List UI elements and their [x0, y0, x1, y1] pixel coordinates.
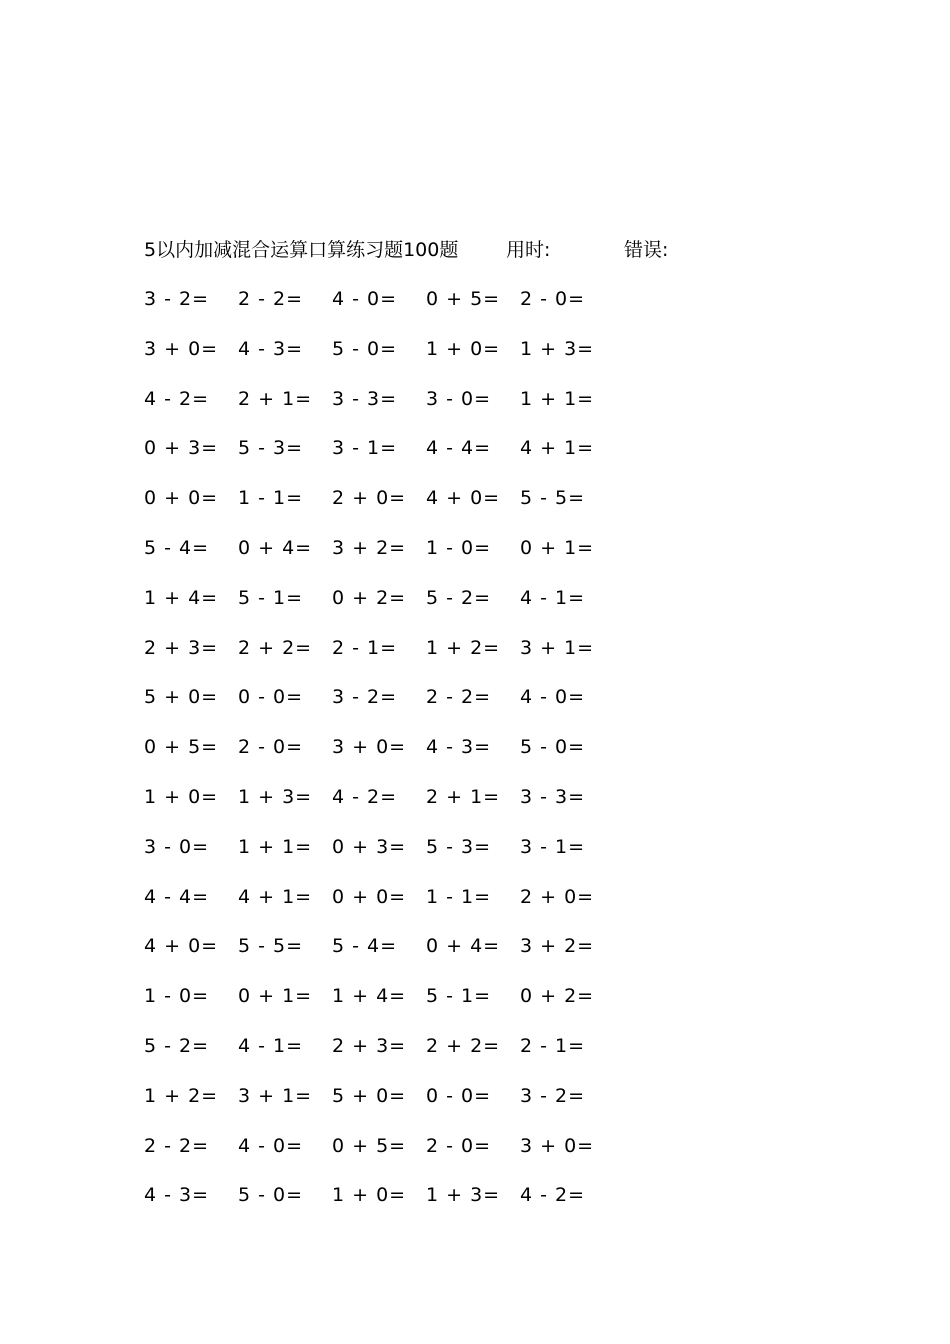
- math-problem: 4 - 2=: [332, 785, 398, 808]
- math-problem: 4 - 0=: [238, 1134, 304, 1157]
- math-problem: 3 + 1=: [238, 1084, 313, 1107]
- problem-row: [144, 285, 624, 335]
- problem-row: [144, 783, 624, 833]
- math-problem: 0 + 3=: [144, 437, 219, 460]
- math-problem: 5 - 0=: [520, 736, 586, 759]
- math-problem: 3 + 2=: [520, 935, 595, 958]
- problem-row: [144, 385, 624, 435]
- math-problem: 0 + 4=: [426, 935, 501, 958]
- math-problem: 3 - 2=: [520, 1084, 586, 1107]
- math-problem: 5 - 4=: [144, 536, 210, 559]
- math-problem: 4 - 3=: [144, 1184, 210, 1207]
- math-problem: 5 - 4=: [332, 935, 398, 958]
- math-problem: 4 - 4=: [144, 885, 210, 908]
- math-problem: 1 + 0=: [332, 1184, 407, 1207]
- math-problem: 2 + 1=: [426, 785, 501, 808]
- math-problem: 5 - 3=: [238, 437, 304, 460]
- math-problem: 5 + 0=: [332, 1084, 407, 1107]
- math-problem: 2 + 0=: [520, 885, 595, 908]
- math-problem: 0 + 1=: [520, 536, 595, 559]
- math-problem: 1 + 2=: [426, 636, 501, 659]
- math-problem: 1 + 1=: [520, 387, 595, 410]
- math-problem: 3 - 2=: [332, 686, 398, 709]
- math-problem: 4 + 0=: [144, 935, 219, 958]
- math-problem: 5 + 0=: [144, 686, 219, 709]
- math-problem: 0 - 0=: [426, 1084, 492, 1107]
- math-problem: 4 - 4=: [426, 437, 492, 460]
- math-problem: 0 + 5=: [332, 1134, 407, 1157]
- math-problem: 2 + 0=: [332, 487, 407, 510]
- math-problem: 1 + 3=: [520, 337, 595, 360]
- problem-row: [144, 733, 624, 783]
- math-problem: 2 - 2=: [426, 686, 492, 709]
- problem-row: [144, 584, 624, 634]
- math-problem: 0 + 3=: [332, 835, 407, 858]
- math-problem: 4 - 1=: [238, 1034, 304, 1057]
- math-problem: 5 - 1=: [426, 985, 492, 1008]
- math-problem: 1 + 3=: [426, 1184, 501, 1207]
- math-problem: 5 - 2=: [144, 1034, 210, 1057]
- math-problem: 5 - 5=: [238, 935, 304, 958]
- math-problem: 1 - 1=: [426, 885, 492, 908]
- math-problem: 1 - 0=: [426, 536, 492, 559]
- math-problem: 2 - 2=: [144, 1134, 210, 1157]
- math-problem: 2 - 2=: [238, 288, 304, 310]
- problem-row: [144, 1181, 624, 1231]
- math-problem: 4 + 1=: [520, 437, 595, 460]
- math-problem: 5 - 1=: [238, 586, 304, 609]
- problem-row: [144, 484, 624, 534]
- problem-row: [144, 634, 624, 684]
- math-problem: 1 + 2=: [144, 1084, 219, 1107]
- math-problem: 4 - 0=: [332, 288, 398, 310]
- math-problem: 2 - 0=: [426, 1134, 492, 1157]
- math-problem: 3 + 2=: [332, 536, 407, 559]
- math-problem: 5 - 3=: [426, 835, 492, 858]
- problem-row: [144, 1132, 624, 1182]
- math-problem: 3 - 0=: [426, 387, 492, 410]
- math-problem: 2 + 2=: [426, 1034, 501, 1057]
- math-problem: 4 - 3=: [426, 736, 492, 759]
- math-problem: 5 - 0=: [238, 1184, 304, 1207]
- math-problem: 0 + 5=: [426, 288, 501, 310]
- problem-row: [144, 833, 624, 883]
- math-problem: 0 + 4=: [238, 536, 313, 559]
- math-problem: 1 + 4=: [332, 985, 407, 1008]
- math-problem: 0 - 0=: [238, 686, 304, 709]
- math-problem: 1 + 4=: [144, 586, 219, 609]
- math-problem: 0 + 5=: [144, 736, 219, 759]
- math-problem: 4 - 3=: [238, 337, 304, 360]
- math-problem: 0 + 2=: [332, 586, 407, 609]
- math-problem: 3 - 1=: [520, 835, 586, 858]
- problem-row: [144, 683, 624, 733]
- math-problem: 3 - 3=: [332, 387, 398, 410]
- problem-row: [144, 982, 624, 1032]
- math-problem: 0 + 1=: [238, 985, 313, 1008]
- math-problem: 4 + 0=: [426, 487, 501, 510]
- math-problem: 4 - 0=: [520, 686, 586, 709]
- math-problem: 2 + 3=: [144, 636, 219, 659]
- math-problem: 1 + 0=: [144, 785, 219, 808]
- math-problem: 4 - 1=: [520, 586, 586, 609]
- problem-row: [144, 434, 624, 484]
- math-problem: 3 - 1=: [332, 437, 398, 460]
- problem-grid: [144, 285, 624, 1231]
- math-problem: 2 + 1=: [238, 387, 313, 410]
- problem-row: [144, 1082, 624, 1132]
- math-problem: 0 + 0=: [332, 885, 407, 908]
- math-problem: 1 - 1=: [238, 487, 304, 510]
- math-problem: 4 + 1=: [238, 885, 313, 908]
- problem-row: [144, 335, 624, 385]
- math-problem: 2 + 3=: [332, 1034, 407, 1057]
- math-problem: 0 + 2=: [520, 985, 595, 1008]
- worksheet-title: 5以内加减混合运算口算练习题100题: [144, 239, 459, 261]
- math-problem: 3 + 1=: [520, 636, 595, 659]
- math-problem: 1 + 1=: [238, 835, 313, 858]
- time-label: 用时:: [506, 239, 551, 261]
- math-problem: 5 - 2=: [426, 586, 492, 609]
- math-problem: 3 - 3=: [520, 785, 586, 808]
- problem-row: [144, 883, 624, 933]
- math-problem: 2 - 1=: [332, 636, 398, 659]
- math-problem: 3 - 0=: [144, 835, 210, 858]
- problem-row: [144, 1032, 624, 1082]
- math-problem: 3 + 0=: [144, 337, 219, 360]
- math-problem: 0 + 0=: [144, 487, 219, 510]
- error-label: 错误:: [624, 239, 669, 261]
- math-problem: 2 - 0=: [238, 736, 304, 759]
- math-problem: 5 - 5=: [520, 487, 586, 510]
- problem-row: [144, 932, 624, 982]
- math-problem: 2 - 1=: [520, 1034, 586, 1057]
- worksheet-header: [144, 236, 744, 264]
- math-problem: 4 - 2=: [144, 387, 210, 410]
- problem-row: [144, 534, 624, 584]
- math-problem: 3 + 0=: [332, 736, 407, 759]
- math-problem: 4 - 2=: [520, 1184, 586, 1207]
- math-problem: 1 + 0=: [426, 337, 501, 360]
- math-problem: 1 - 0=: [144, 985, 210, 1008]
- math-problem: 1 + 3=: [238, 785, 313, 808]
- math-problem: 3 + 0=: [520, 1134, 595, 1157]
- math-problem: 2 - 0=: [520, 288, 586, 310]
- math-problem: 3 - 2=: [144, 288, 210, 310]
- math-problem: 2 + 2=: [238, 636, 313, 659]
- math-problem: 5 - 0=: [332, 337, 398, 360]
